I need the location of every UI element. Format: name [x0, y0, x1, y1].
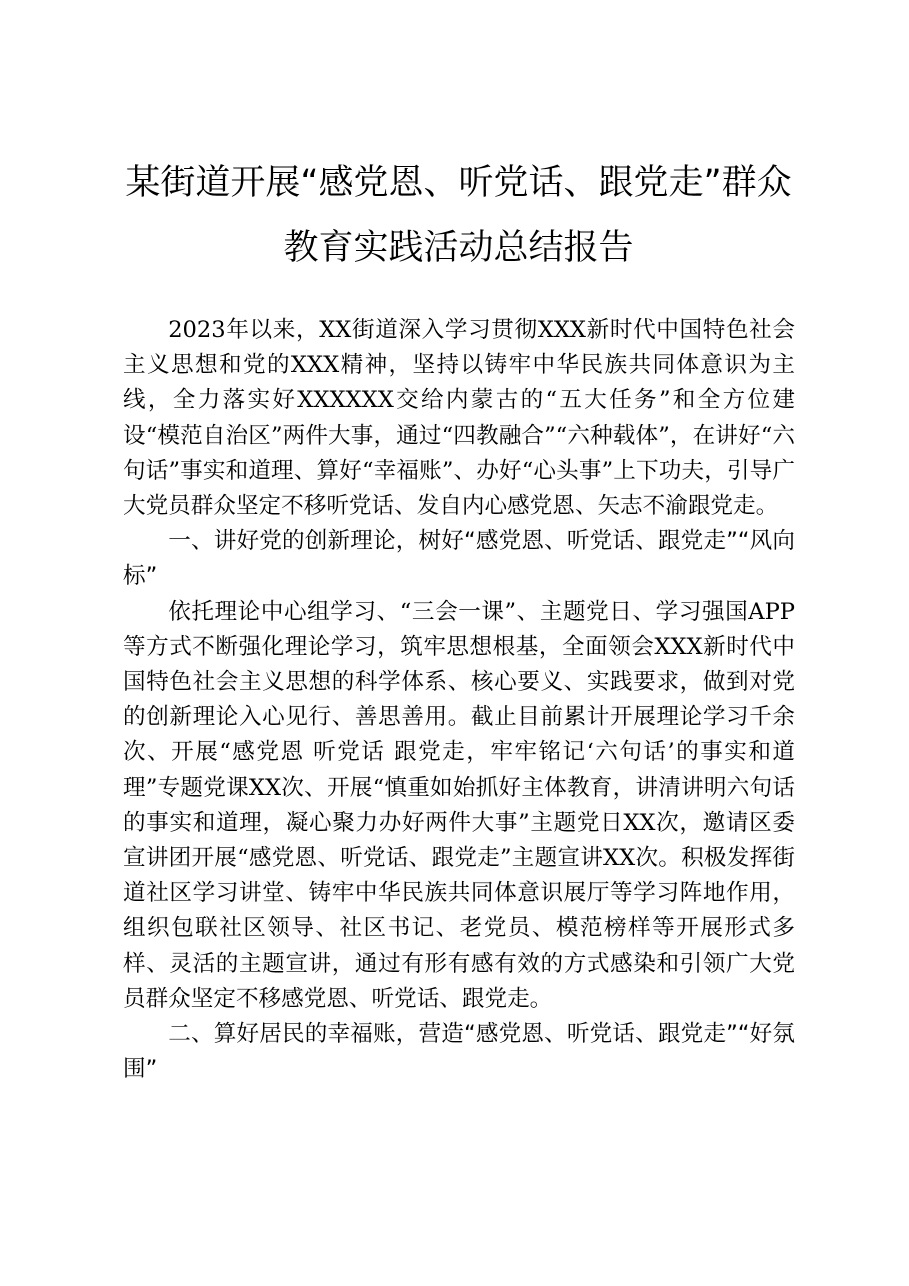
document-body — [123, 313, 795, 1087]
section-heading-2: 二、算好居民的幸福账，营造“感党恩、听党话、跟党走”“好氛围” — [123, 1021, 795, 1083]
document-title-line-1: 某街道开展“感党恩、听党话、跟党走”群众 — [125, 163, 792, 203]
intro-paragraph: 2023年以来，XX街道深入学习贯彻XXX新时代中国特色社会主义思想和党的XXX精神，坚持以铸牢中华民族共同体意识为主线，全力落实好XXXXXX交给内蒙古的“五大任务”和全方位建设“模范自治区”两件大事，通过“四教融合”“六种载体”，在讲好“六句话”事实和道理、算好“幸福账”、办好“心头事”上下功夫，引导广大党员群众坚定不移听党话、发自内心感党恩、矢志不渝跟党走。 — [123, 317, 795, 520]
section-heading-1: 一、讲好党的创新理论，树好“感党恩、听党话、跟党走”“风向标” — [123, 528, 795, 590]
section-1-paragraph: 依托理论中心组学习、“三会一课”、主题党日、学习强国APP等方式不断强化理论学习，筑牢思想根基，全面领会XXX新时代中国特色社会主义思想的科学体系、核心要义、实践要求，做到对党的创新理论入心见行、善思善用。截止目前累计开展理论学习千余次、开展“感党恩 听党话 跟党走，牢牢铭记‘六句话’的事实和道理”专题党课XX次、开展“慎重如始抓好主体教育，讲清讲明六句话的事实和道理，凝心聚力办好两件大事”主题党日XX次，邀请区委宣讲团开展“感党恩、听党话、跟党走”主题宣讲XX次。积极发挥街道社区学习讲堂、铸牢中华民族共同体意识展厅等学习阵地作用，组织包联社区领导、社区书记、老党员、模范榜样等开展形式多样、灵活的主题宣讲，通过有形有感有效的方式感染和引领广大党员群众坚定不移感党恩、听党话、跟党走。 — [123, 598, 795, 1012]
document-title-line-2: 教育实践活动总结报告 — [283, 228, 634, 268]
